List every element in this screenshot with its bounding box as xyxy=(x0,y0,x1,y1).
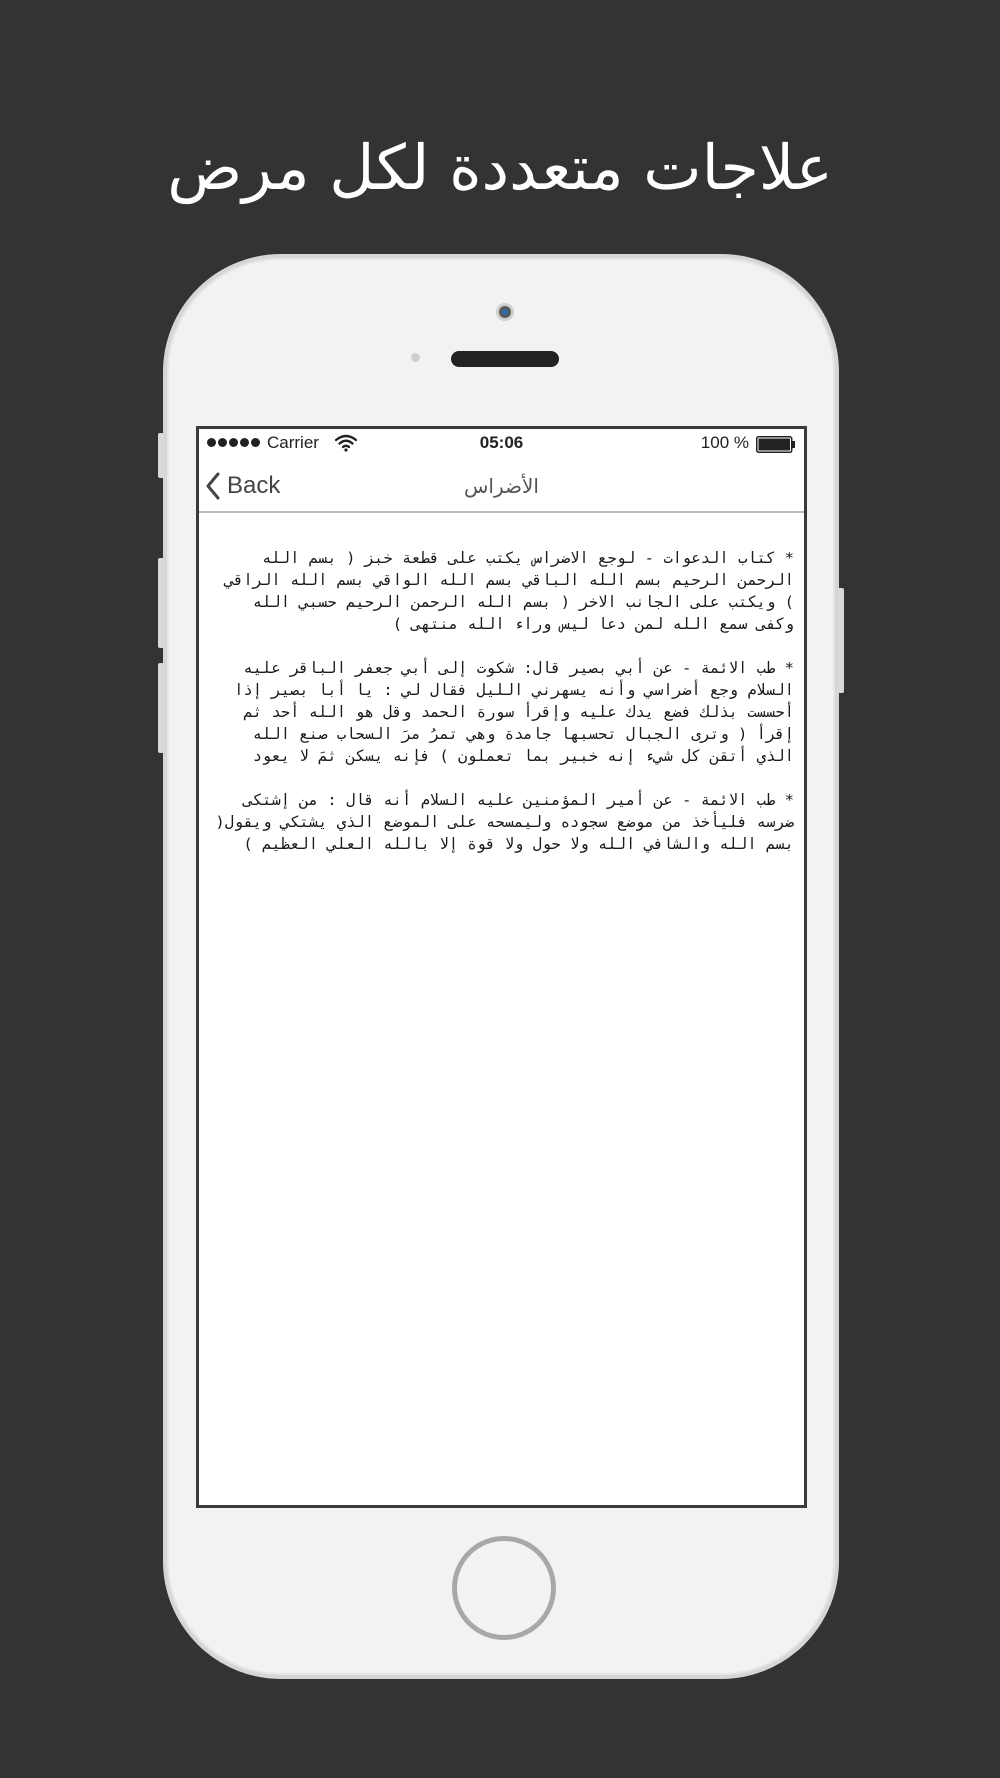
article-paragraph: * طب الائمة - عن أمير المؤمنين عليه السلام أنه قال : من إشتكى ضرسه فليأخذ من موضع سجوده وليمسحه على الموضع الذي يشتكي ويقول( بسم الله والشافي الله ولا حول ولا قوة إلا بالله العلي العظيم ) xyxy=(215,791,794,853)
article-paragraph: * طب الائمة - عن أبي بصير قال: شكوت إلى أبي جعفر الباقر عليه السلام وجع أضراسي وأنه يسهرني الليل فقال لي : يا أبا بصير إذا أحسست بذلك فضع يدك عليه وإقرأ سورة الحمد وقل هو الله أحد ثم إقرأ ( وترى الجبال تحسبها جامدة وهي تمرُ مرَ السحاب صنع الله الذي أتقن كل شيء إنه خبير بما تعملون ) فإنه يسكن ثمَ لا يعود xyxy=(234,659,794,765)
proximity-sensor xyxy=(411,353,420,362)
phone-screen xyxy=(196,426,807,1508)
front-camera xyxy=(496,303,514,321)
back-button-label: Back xyxy=(227,472,281,499)
status-time: 05:06 xyxy=(479,433,524,452)
power-button xyxy=(838,588,844,693)
battery-percentage: 100 % xyxy=(700,433,749,452)
status-bar xyxy=(199,429,804,459)
battery-icon xyxy=(756,436,796,453)
chevron-left-icon xyxy=(205,472,221,500)
carrier-label: Carrier xyxy=(267,433,319,452)
earpiece-speaker xyxy=(451,351,559,367)
mute-switch xyxy=(158,433,164,478)
volume-down-button xyxy=(158,663,164,753)
article-content xyxy=(211,547,794,877)
article-paragraph: * كتاب الدعوات - لوجع الاضراس يكتب على قطعة خبز ( بسم الله الرحمن الرحيم بسم الله الباقي بسم الله الواقي بسم الله الراقي ) ويكتب على الجانب الاخر ( بسم الله الرحمن الرحيم حسبي الله وكفى سمع الله لمن دعا ليس وراء الله منتهى ) xyxy=(224,549,794,633)
navigation-bar xyxy=(199,459,804,513)
page-title: الأضراس xyxy=(464,474,539,498)
promo-headline: علاجات متعددة لكل مرض xyxy=(167,131,833,204)
home-button[interactable] xyxy=(452,1536,556,1640)
volume-up-button xyxy=(158,558,164,648)
back-button[interactable] xyxy=(205,469,280,503)
